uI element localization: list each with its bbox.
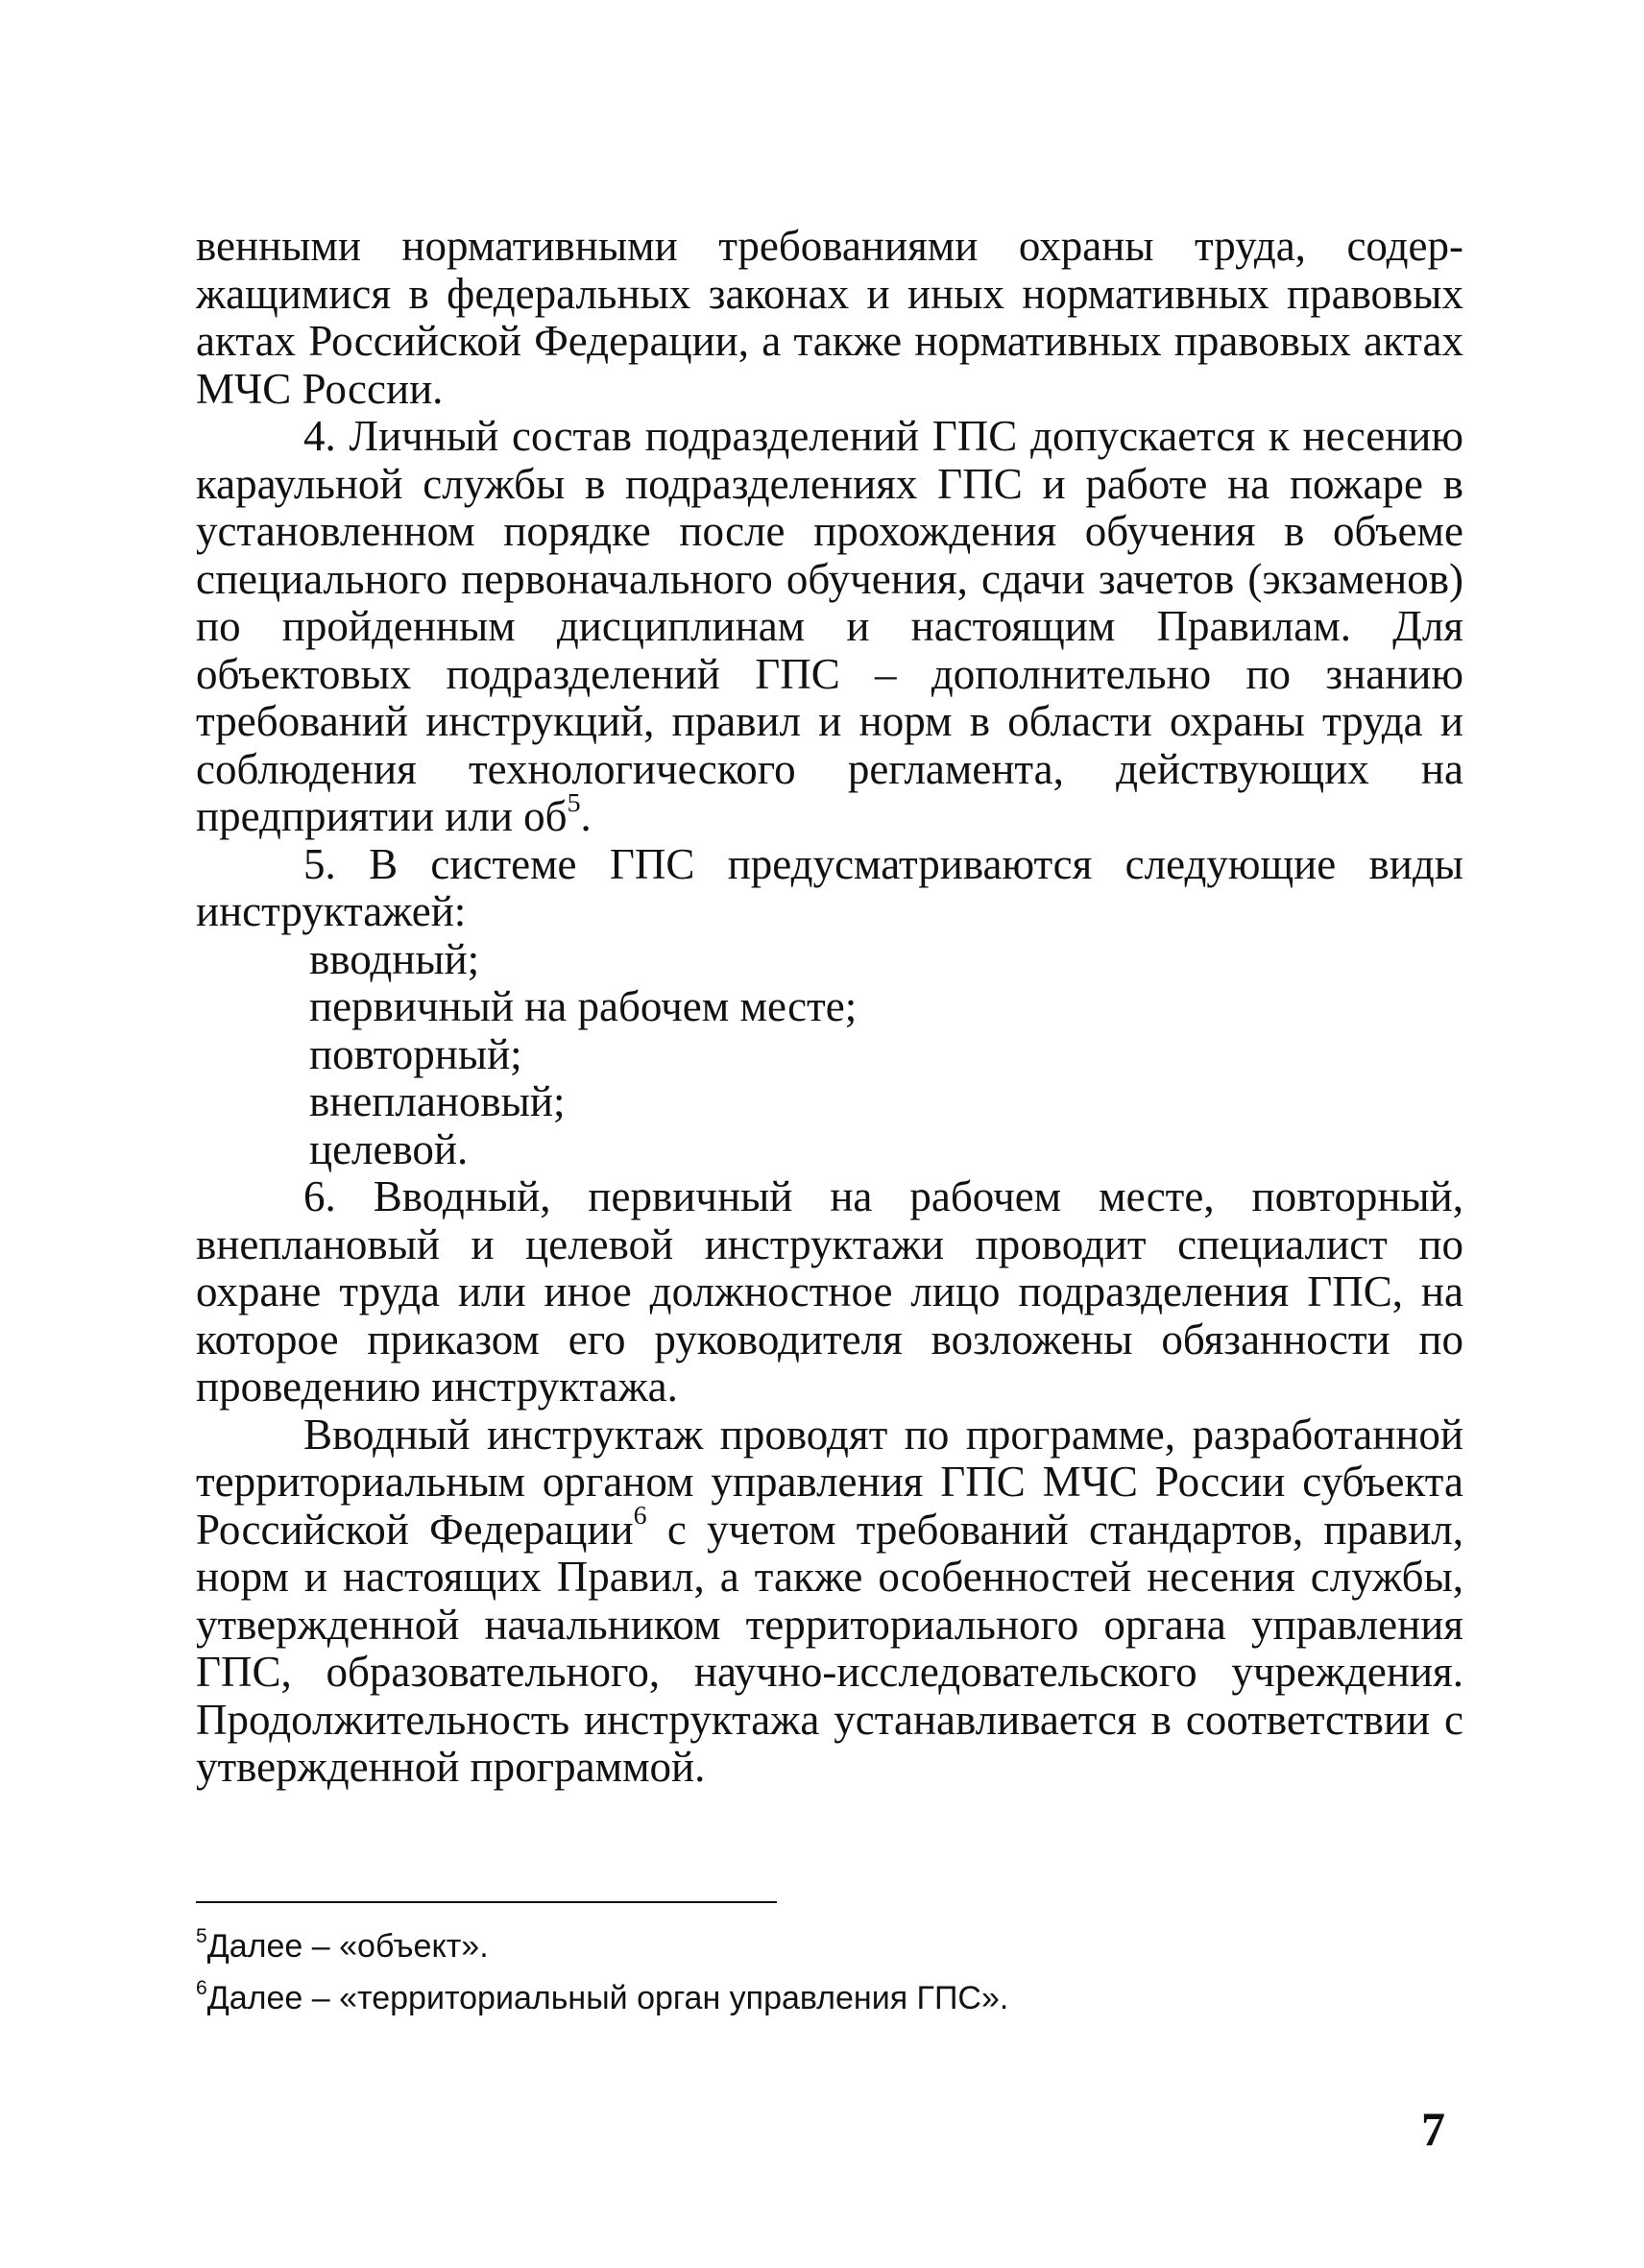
paragraph-item-4-tail: . (580, 792, 592, 840)
paragraph-induction (196, 1411, 1463, 1792)
footnote-5 (196, 1920, 1463, 1972)
footnotes (196, 1920, 1463, 2024)
list-item: целевой. (309, 1124, 469, 1173)
page-number: 7 (1421, 2102, 1445, 2156)
footnote-text: Далее – «территориальный орган управления ГПС». (206, 1980, 1009, 2016)
paragraph-induction-tail: с учетом требований стандартов, правил, норм и настоящих Правил, а также особенностей несения службы, утвержденной начальником территориального органа управления ГПС, образовательного, научно-исследовательского учреждения. Продолжительность инструктажа устанавливается в соответствии с утвержденной программой. (196, 1505, 1464, 1791)
paragraph-item-4-text: 4. Личный состав подразделений ГПС допускается к несению караульной службы в подразделениях ГПС и работе на пожаре в установленном порядке после прохождения обучения в объеме специального первоначального обучения, сдачи зачетов (экзаменов) по пройденным дисциплинам и настоящим Правилам. Для объектовых подразделений ГПС – дополнительно по знанию требований инструкций, правил и норм в области охраны труда и соблюдения технологического регламента, действующих на предприятии или об (196, 412, 1463, 840)
footnote-mark: 6 (196, 1976, 207, 1999)
paragraph-continuation: венными нормативными требованиями охраны труда, содержащимися в федеральных законах и иных нормативных правовых актах Российской Федерации, а также нормативных правовых актах МЧС России. (196, 222, 1463, 413)
paragraph-item-5: 5. В системе ГПС предусматриваются следующие виды инструктажей: (196, 839, 1463, 935)
paragraph-item-6: 6. Вводный, первичный на рабочем месте, повторный, внеплановый и целевой инструктажи проводит специалист по охране труда или иное должностное лицо подразделения ГПС, на которое приказом его руководителя возложены обязанности по проведению инструктажа. (196, 1172, 1463, 1411)
footnote-text: Далее – «объект». (206, 1928, 489, 1965)
footnote-ref-5: 5 (567, 787, 581, 818)
list-item: внеплановый; (309, 1077, 566, 1125)
list-item: повторный; (309, 1029, 522, 1078)
body-text (196, 223, 1463, 1792)
list-item: вводный; (309, 934, 480, 983)
footnote-separator (196, 1901, 777, 1903)
list-item: первичный на рабочем месте; (309, 982, 858, 1030)
footnote-6 (196, 1972, 1463, 2024)
footnote-mark: 5 (196, 1924, 207, 1947)
paragraph-induction-text: Вводный инструктаж проводят по программе, разработанной территориальным органом управления ГПС МЧС России субъекта Российской Федерации (196, 1410, 1463, 1554)
paragraph-item-4 (196, 413, 1463, 841)
footnote-ref-6: 6 (633, 1501, 647, 1532)
